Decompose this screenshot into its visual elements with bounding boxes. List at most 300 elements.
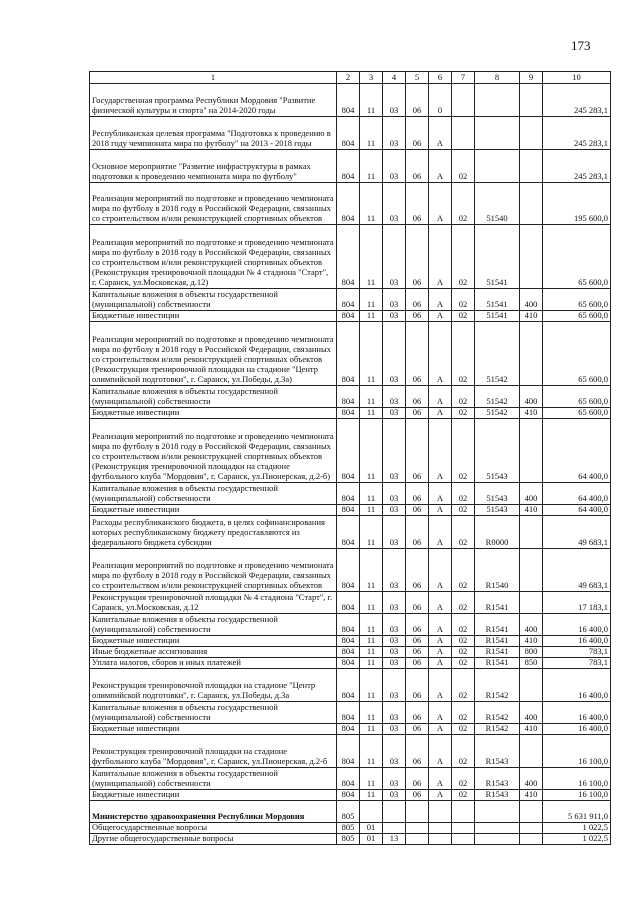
- amount-cell: 64 400,0: [543, 419, 611, 483]
- event-code-cell: 02: [452, 419, 475, 483]
- subprogram-code-cell: А: [429, 658, 452, 669]
- table-row: [90, 289, 611, 311]
- section-code-cell: 11: [360, 117, 383, 150]
- expense-type-cell: [520, 322, 543, 386]
- subprogram-code-cell: А: [429, 225, 452, 289]
- event-code-cell: 02: [452, 225, 475, 289]
- subprogram-code-cell: А: [429, 483, 452, 505]
- target-code-cell: R1540: [475, 549, 520, 592]
- event-code-cell: 02: [452, 768, 475, 790]
- admin-code-cell: 805: [337, 801, 360, 823]
- row-name-cell: Капитальные вложения в объекты государственной (муниципальной) собственности: [90, 614, 337, 636]
- subsection-code-cell: 03: [383, 322, 406, 386]
- expense-type-cell: [520, 834, 543, 845]
- target-code-cell: [475, 823, 520, 834]
- table-row: [90, 735, 611, 768]
- subprogram-code-cell: А: [429, 636, 452, 647]
- section-code-cell: 01: [360, 834, 383, 845]
- admin-code-cell: 804: [337, 117, 360, 150]
- amount-cell: 64 400,0: [543, 505, 611, 516]
- column-header: 1: [90, 72, 337, 84]
- row-name-cell: Реконструкция тренировочной площадки на стадионе "Центр олимпийской подготовки", г. Саранск, ул.Победы, д.3а: [90, 669, 337, 702]
- subsection-code-cell: 13: [383, 834, 406, 845]
- admin-code-cell: 804: [337, 658, 360, 669]
- amount-cell: 5 631 911,0: [543, 801, 611, 823]
- target-code-cell: R1543: [475, 768, 520, 790]
- table-row: [90, 419, 611, 483]
- program-code-cell: 06: [406, 702, 429, 724]
- admin-code-cell: 804: [337, 768, 360, 790]
- expense-type-cell: [520, 150, 543, 183]
- target-code-cell: R1541: [475, 658, 520, 669]
- program-code-cell: 06: [406, 669, 429, 702]
- amount-cell: 16 400,0: [543, 636, 611, 647]
- table-row: [90, 614, 611, 636]
- expense-type-cell: 410: [520, 505, 543, 516]
- section-code-cell: [360, 801, 383, 823]
- subsection-code-cell: 03: [383, 768, 406, 790]
- admin-code-cell: 804: [337, 505, 360, 516]
- expense-type-cell: [520, 84, 543, 117]
- event-code-cell: [452, 801, 475, 823]
- subsection-code-cell: 03: [383, 386, 406, 408]
- subsection-code-cell: 03: [383, 724, 406, 735]
- expense-type-cell: [520, 516, 543, 549]
- target-code-cell: 51541: [475, 289, 520, 311]
- row-name-cell: Реконструкция тренировочной площадки на стадионе футбольного клуба "Мордовия", г. Саранск, ул.Пионерская, д.2-б: [90, 735, 337, 768]
- row-name-cell: Капитальные вложения в объекты государственной (муниципальной) собственности: [90, 702, 337, 724]
- table-row: [90, 505, 611, 516]
- amount-cell: 1 022,5: [543, 823, 611, 834]
- target-code-cell: [475, 117, 520, 150]
- row-name-cell: Министерство здравоохранения Республики Мордовия: [90, 801, 337, 823]
- table-row: [90, 483, 611, 505]
- program-code-cell: 06: [406, 84, 429, 117]
- expense-type-cell: 410: [520, 408, 543, 419]
- subprogram-code-cell: А: [429, 516, 452, 549]
- table-row: [90, 790, 611, 801]
- target-code-cell: R1542: [475, 702, 520, 724]
- table-row: [90, 117, 611, 150]
- subsection-code-cell: 03: [383, 647, 406, 658]
- subsection-code-cell: [383, 823, 406, 834]
- event-code-cell: [452, 823, 475, 834]
- subsection-code-cell: 03: [383, 790, 406, 801]
- program-code-cell: 06: [406, 647, 429, 658]
- section-code-cell: 11: [360, 505, 383, 516]
- event-code-cell: 02: [452, 408, 475, 419]
- target-code-cell: 51543: [475, 505, 520, 516]
- event-code-cell: 02: [452, 614, 475, 636]
- event-code-cell: 02: [452, 636, 475, 647]
- admin-code-cell: 805: [337, 834, 360, 845]
- table-row: [90, 658, 611, 669]
- section-code-cell: 01: [360, 823, 383, 834]
- target-code-cell: 51543: [475, 483, 520, 505]
- subprogram-code-cell: А: [429, 724, 452, 735]
- event-code-cell: 02: [452, 289, 475, 311]
- admin-code-cell: 804: [337, 549, 360, 592]
- program-code-cell: 06: [406, 311, 429, 322]
- program-code-cell: 06: [406, 183, 429, 225]
- amount-cell: 16 400,0: [543, 669, 611, 702]
- amount-cell: 16 100,0: [543, 735, 611, 768]
- target-code-cell: 51543: [475, 419, 520, 483]
- event-code-cell: [452, 834, 475, 845]
- section-code-cell: 11: [360, 386, 383, 408]
- event-code-cell: 02: [452, 505, 475, 516]
- column-header: 9: [520, 72, 543, 84]
- amount-cell: 16 400,0: [543, 724, 611, 735]
- admin-code-cell: 804: [337, 289, 360, 311]
- admin-code-cell: 804: [337, 386, 360, 408]
- target-code-cell: R1541: [475, 614, 520, 636]
- event-code-cell: 02: [452, 311, 475, 322]
- target-code-cell: [475, 150, 520, 183]
- row-name-cell: Бюджетные инвестиции: [90, 311, 337, 322]
- program-code-cell: [406, 823, 429, 834]
- subprogram-code-cell: [429, 801, 452, 823]
- subsection-code-cell: 03: [383, 505, 406, 516]
- row-name-cell: Бюджетные инвестиции: [90, 636, 337, 647]
- subsection-code-cell: 03: [383, 658, 406, 669]
- program-code-cell: 06: [406, 592, 429, 614]
- admin-code-cell: 804: [337, 724, 360, 735]
- expense-type-cell: [520, 419, 543, 483]
- expense-type-cell: 400: [520, 614, 543, 636]
- subsection-code-cell: 03: [383, 419, 406, 483]
- program-code-cell: 06: [406, 658, 429, 669]
- row-name-cell: Реализация мероприятий по подготовке и проведению чемпионата мира по футболу в 2018 году в Российской Федерации, связанных со строительством и/или реконструкцией спортивных объектов (Реконструкция тренировочной площадки № 4 стадиона "Старт", г. Саранск, ул.Московская, д.12): [90, 225, 337, 289]
- amount-cell: 16 100,0: [543, 768, 611, 790]
- event-code-cell: [452, 84, 475, 117]
- section-code-cell: 11: [360, 592, 383, 614]
- amount-cell: 65 600,0: [543, 289, 611, 311]
- table-row: [90, 183, 611, 225]
- amount-cell: 17 183,1: [543, 592, 611, 614]
- program-code-cell: 06: [406, 516, 429, 549]
- expense-type-cell: 400: [520, 702, 543, 724]
- section-code-cell: 11: [360, 768, 383, 790]
- row-name-cell: Капитальные вложения в объекты государственной (муниципальной) собственности: [90, 768, 337, 790]
- program-code-cell: 06: [406, 505, 429, 516]
- row-name-cell: Реконструкция тренировочной площадки № 4 стадиона "Старт", г. Саранск, ул.Московская, д.12: [90, 592, 337, 614]
- program-code-cell: 06: [406, 735, 429, 768]
- row-name-cell: Другие общегосударственные вопросы: [90, 834, 337, 845]
- event-code-cell: 02: [452, 549, 475, 592]
- row-name-cell: Бюджетные инвестиции: [90, 408, 337, 419]
- amount-cell: 65 600,0: [543, 322, 611, 386]
- target-code-cell: 51540: [475, 183, 520, 225]
- section-code-cell: 11: [360, 614, 383, 636]
- admin-code-cell: 804: [337, 647, 360, 658]
- amount-cell: 65 600,0: [543, 225, 611, 289]
- subsection-code-cell: 03: [383, 549, 406, 592]
- section-code-cell: 11: [360, 516, 383, 549]
- subprogram-code-cell: А: [429, 322, 452, 386]
- subsection-code-cell: [383, 801, 406, 823]
- table-row: [90, 322, 611, 386]
- column-header: 8: [475, 72, 520, 84]
- target-code-cell: [475, 801, 520, 823]
- target-code-cell: R1541: [475, 636, 520, 647]
- expense-type-cell: 400: [520, 483, 543, 505]
- expense-type-cell: 400: [520, 768, 543, 790]
- target-code-cell: 51541: [475, 311, 520, 322]
- table-row: [90, 823, 611, 834]
- admin-code-cell: 805: [337, 823, 360, 834]
- subprogram-code-cell: А: [429, 768, 452, 790]
- section-code-cell: 11: [360, 311, 383, 322]
- expense-type-cell: 850: [520, 658, 543, 669]
- expense-type-cell: [520, 735, 543, 768]
- program-code-cell: 06: [406, 408, 429, 419]
- table-row: [90, 408, 611, 419]
- row-name-cell: Государственная программа Республики Мордовия "Развитие физической культуры и спорта" на 2014-2020 годы: [90, 84, 337, 117]
- program-code-cell: 06: [406, 636, 429, 647]
- program-code-cell: 06: [406, 419, 429, 483]
- subprogram-code-cell: А: [429, 669, 452, 702]
- event-code-cell: 02: [452, 483, 475, 505]
- subsection-code-cell: 03: [383, 636, 406, 647]
- table-row: [90, 801, 611, 823]
- program-code-cell: [406, 834, 429, 845]
- subprogram-code-cell: А: [429, 505, 452, 516]
- program-code-cell: 06: [406, 724, 429, 735]
- expense-type-cell: [520, 225, 543, 289]
- section-code-cell: 11: [360, 84, 383, 117]
- target-code-cell: 51542: [475, 386, 520, 408]
- expense-type-cell: [520, 592, 543, 614]
- row-name-cell: Общегосударственные вопросы: [90, 823, 337, 834]
- event-code-cell: 02: [452, 790, 475, 801]
- row-name-cell: Республиканская целевая программа "Подготовка к проведению в 2018 году чемпионата мира по футболу" на 2013 - 2018 годы: [90, 117, 337, 150]
- admin-code-cell: 804: [337, 516, 360, 549]
- row-name-cell: Бюджетные инвестиции: [90, 724, 337, 735]
- section-code-cell: 11: [360, 735, 383, 768]
- section-code-cell: 11: [360, 724, 383, 735]
- amount-cell: 65 600,0: [543, 311, 611, 322]
- event-code-cell: 02: [452, 150, 475, 183]
- subsection-code-cell: 03: [383, 117, 406, 150]
- target-code-cell: 51542: [475, 322, 520, 386]
- subprogram-code-cell: А: [429, 408, 452, 419]
- program-code-cell: 06: [406, 614, 429, 636]
- row-name-cell: Капитальные вложения в объекты государственной (муниципальной) собственности: [90, 483, 337, 505]
- subsection-code-cell: 03: [383, 183, 406, 225]
- row-name-cell: Капитальные вложения в объекты государственной (муниципальной) собственности: [90, 289, 337, 311]
- program-code-cell: 06: [406, 322, 429, 386]
- amount-cell: 1 022,5: [543, 834, 611, 845]
- subsection-code-cell: 03: [383, 150, 406, 183]
- event-code-cell: 02: [452, 183, 475, 225]
- target-code-cell: R1542: [475, 724, 520, 735]
- expense-type-cell: 410: [520, 724, 543, 735]
- program-code-cell: 06: [406, 768, 429, 790]
- amount-cell: 49 683,1: [543, 516, 611, 549]
- amount-cell: 16 400,0: [543, 702, 611, 724]
- subsection-code-cell: 03: [383, 735, 406, 768]
- table-body: [90, 84, 611, 845]
- subsection-code-cell: 03: [383, 311, 406, 322]
- expense-type-cell: [520, 669, 543, 702]
- row-name-cell: Реализация мероприятий по подготовке и проведению чемпионата мира по футболу в 2018 году в Российской Федерации, связанных со строительством и/или реконструкцией спортивных объектов: [90, 549, 337, 592]
- amount-cell: 783,1: [543, 658, 611, 669]
- amount-cell: 245 283,1: [543, 84, 611, 117]
- admin-code-cell: 804: [337, 483, 360, 505]
- program-code-cell: 06: [406, 150, 429, 183]
- section-code-cell: 11: [360, 322, 383, 386]
- column-header: 5: [406, 72, 429, 84]
- program-code-cell: 06: [406, 225, 429, 289]
- admin-code-cell: 804: [337, 614, 360, 636]
- event-code-cell: 02: [452, 669, 475, 702]
- target-code-cell: R1543: [475, 735, 520, 768]
- subsection-code-cell: 03: [383, 516, 406, 549]
- amount-cell: 16 100,0: [543, 790, 611, 801]
- event-code-cell: 02: [452, 516, 475, 549]
- event-code-cell: 02: [452, 702, 475, 724]
- target-code-cell: R1541: [475, 592, 520, 614]
- amount-cell: 245 283,1: [543, 150, 611, 183]
- section-code-cell: 11: [360, 419, 383, 483]
- subsection-code-cell: 03: [383, 669, 406, 702]
- amount-cell: 65 600,0: [543, 408, 611, 419]
- event-code-cell: 02: [452, 592, 475, 614]
- target-code-cell: R1543: [475, 790, 520, 801]
- column-header: 7: [452, 72, 475, 84]
- amount-cell: 783,1: [543, 647, 611, 658]
- section-code-cell: 11: [360, 549, 383, 592]
- column-header: 3: [360, 72, 383, 84]
- program-code-cell: 06: [406, 289, 429, 311]
- table-row: [90, 84, 611, 117]
- target-code-cell: [475, 84, 520, 117]
- table-row: [90, 647, 611, 658]
- expense-type-cell: [520, 117, 543, 150]
- admin-code-cell: 804: [337, 84, 360, 117]
- table-header-row: [90, 72, 611, 84]
- target-code-cell: R1541: [475, 647, 520, 658]
- subprogram-code-cell: [429, 834, 452, 845]
- amount-cell: 65 600,0: [543, 386, 611, 408]
- subprogram-code-cell: 0: [429, 84, 452, 117]
- section-code-cell: 11: [360, 790, 383, 801]
- target-code-cell: R1542: [475, 669, 520, 702]
- subprogram-code-cell: А: [429, 289, 452, 311]
- row-name-cell: Уплата налогов, сборов и иных платежей: [90, 658, 337, 669]
- subprogram-code-cell: А: [429, 549, 452, 592]
- amount-cell: 16 400,0: [543, 614, 611, 636]
- admin-code-cell: 804: [337, 702, 360, 724]
- event-code-cell: 02: [452, 724, 475, 735]
- table-row: [90, 636, 611, 647]
- expense-type-cell: 400: [520, 386, 543, 408]
- subprogram-code-cell: А: [429, 790, 452, 801]
- row-name-cell: Иные бюджетные ассигнования: [90, 647, 337, 658]
- expense-type-cell: [520, 801, 543, 823]
- program-code-cell: 06: [406, 483, 429, 505]
- amount-cell: 245 283,1: [543, 117, 611, 150]
- section-code-cell: 11: [360, 225, 383, 289]
- row-name-cell: Основное мероприятие "Развитие инфраструктуры в рамках подготовки к проведению чемпионата мира по футболу": [90, 150, 337, 183]
- section-code-cell: 11: [360, 289, 383, 311]
- event-code-cell: [452, 117, 475, 150]
- program-code-cell: 06: [406, 386, 429, 408]
- row-name-cell: Капитальные вложения в объекты государственной (муниципальной) собственности: [90, 386, 337, 408]
- table-row: [90, 724, 611, 735]
- subprogram-code-cell: А: [429, 150, 452, 183]
- program-code-cell: 06: [406, 117, 429, 150]
- admin-code-cell: 804: [337, 408, 360, 419]
- column-header: 6: [429, 72, 452, 84]
- subprogram-code-cell: А: [429, 117, 452, 150]
- table-row: [90, 592, 611, 614]
- program-code-cell: 06: [406, 790, 429, 801]
- expense-type-cell: 800: [520, 647, 543, 658]
- row-name-cell: Реализация мероприятий по подготовке и проведению чемпионата мира по футболу в 2018 году в Российской Федерации, связанных со строительством и/или реконструкцией спортивных объектов (Реконструкция тренировочной площадки на стадионе футбольного клуба "Мордовия", г. Саранск, ул.Пионерская, д.2-б): [90, 419, 337, 483]
- table-row: [90, 225, 611, 289]
- column-header: 4: [383, 72, 406, 84]
- amount-cell: 195 600,0: [543, 183, 611, 225]
- section-code-cell: 11: [360, 408, 383, 419]
- target-code-cell: 51542: [475, 408, 520, 419]
- page-number: 173: [571, 38, 591, 53]
- table-row: [90, 311, 611, 322]
- expense-type-cell: 410: [520, 636, 543, 647]
- row-name-cell: Бюджетные инвестиции: [90, 790, 337, 801]
- admin-code-cell: 804: [337, 183, 360, 225]
- event-code-cell: 02: [452, 647, 475, 658]
- subprogram-code-cell: А: [429, 702, 452, 724]
- admin-code-cell: 804: [337, 150, 360, 183]
- event-code-cell: 02: [452, 735, 475, 768]
- section-code-cell: 11: [360, 658, 383, 669]
- table-row: [90, 768, 611, 790]
- program-code-cell: 06: [406, 549, 429, 592]
- admin-code-cell: 804: [337, 419, 360, 483]
- table-row: [90, 834, 611, 845]
- column-header: 2: [337, 72, 360, 84]
- section-code-cell: 11: [360, 669, 383, 702]
- admin-code-cell: 804: [337, 790, 360, 801]
- program-code-cell: [406, 801, 429, 823]
- amount-cell: 49 683,1: [543, 549, 611, 592]
- amount-cell: 64 400,0: [543, 483, 611, 505]
- expense-type-cell: [520, 183, 543, 225]
- subprogram-code-cell: А: [429, 735, 452, 768]
- admin-code-cell: 804: [337, 669, 360, 702]
- admin-code-cell: 804: [337, 322, 360, 386]
- subprogram-code-cell: А: [429, 311, 452, 322]
- budget-table: [89, 71, 611, 845]
- subsection-code-cell: 03: [383, 483, 406, 505]
- table-row: [90, 386, 611, 408]
- subprogram-code-cell: А: [429, 386, 452, 408]
- expense-type-cell: 400: [520, 289, 543, 311]
- subsection-code-cell: 03: [383, 225, 406, 289]
- table-row: [90, 150, 611, 183]
- expense-type-cell: 410: [520, 790, 543, 801]
- section-code-cell: 11: [360, 183, 383, 225]
- admin-code-cell: 804: [337, 592, 360, 614]
- table-row: [90, 549, 611, 592]
- subprogram-code-cell: [429, 823, 452, 834]
- section-code-cell: 11: [360, 647, 383, 658]
- target-code-cell: [475, 834, 520, 845]
- expense-type-cell: [520, 823, 543, 834]
- subprogram-code-cell: А: [429, 183, 452, 225]
